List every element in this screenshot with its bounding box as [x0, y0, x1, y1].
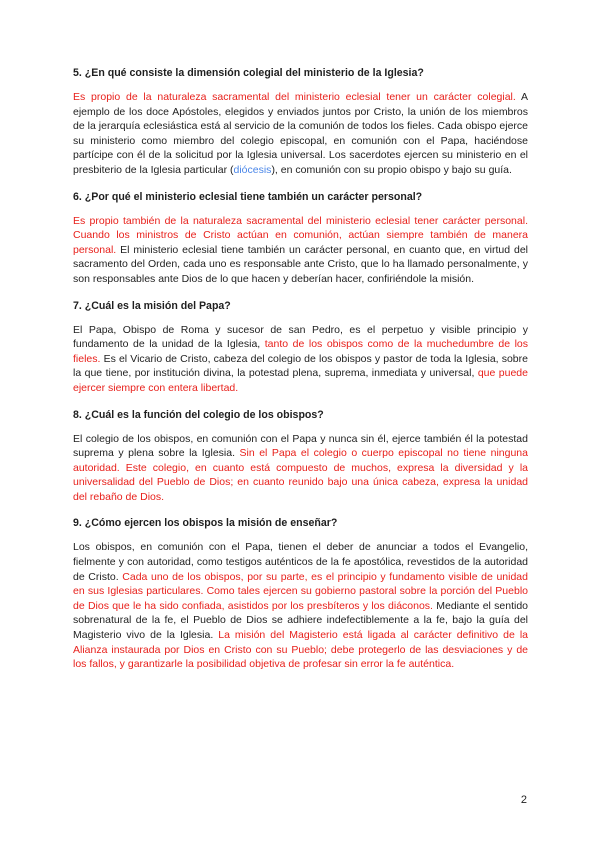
document-page — [73, 66, 528, 684]
section-heading: 6. ¿Por qué el ministerio eclesial tiene también un carácter personal? — [73, 190, 423, 203]
section-paragraph — [73, 323, 528, 396]
section-7 — [73, 299, 528, 396]
section-8 — [73, 408, 528, 505]
text-span: El Papa, Obispo de Roma y sucesor de san Pedro, es el perpetuo y visible principio y fundamento de la unidad de la Iglesia, — [73, 323, 528, 351]
text-span: El colegio de los obispos, en comunión con el Papa y nunca sin él, ejerce también él la potestad suprema y plena sobre la Iglesia. — [73, 432, 528, 460]
link-diocesis[interactable]: diócesis — [233, 163, 272, 176]
section-heading: 7. ¿Cuál es la misión del Papa? — [73, 299, 231, 312]
section-heading: 5. ¿En qué consiste la dimensión colegial del ministerio de la Iglesia? — [73, 67, 424, 79]
text-span: Cada uno de los obispos, por su parte, es el principio y fundamento visible de unidad en sus Iglesias particulares. Como tales ejercen su gobierno pastoral sobre la porción del Pueblo de Dios que le ha sido confiada, asistidos por los presbíteros y los diáconos. — [73, 570, 528, 612]
section-heading: 8. ¿Cuál es la función del colegio de los obispos? — [73, 408, 324, 421]
text-span: tanto de los obispos como de la muchedumbre de los fieles. — [73, 338, 528, 365]
section-paragraph — [73, 540, 528, 671]
text-span: ), en comunión con su propio obispo y bajo su guía. — [271, 163, 512, 176]
section-6 — [73, 190, 528, 287]
text-span: El ministerio eclesial tiene también un carácter personal, en cuanto que, en virtud del sacramento del Orden, cada uno es responsable ante Cristo, que lo ha llamado personalmente, y son responsables ante Dios de lo que hacen y deberían hacer, confiriéndole la misión. — [73, 243, 528, 285]
page-number: 2 — [520, 794, 527, 806]
text-span: A ejemplo de los doce Apóstoles, elegidos y enviados juntos por Cristo, la unión de los miembros de la jerarquía eclesiástica está al servicio de la comunión de todos los fieles. Cada obispo ejerce su ministerio como miembro del colegio episcopal, en comunión con el Papa, haciéndose partícipe con él de la solicitud por la Iglesia universal. Los sacerdotes ejercen su ministerio en el presbiterio de la Iglesia particular ( — [73, 91, 529, 176]
text-span: La misión del Magisterio está ligada al carácter definitivo de la Alianza instaurada por Dios en Cristo con su Pueblo; debe protegerlo de las desviaciones y de los fallos, y garantizarle la posibilidad objetiva de profesar sin error la fe auténtica. — [73, 629, 528, 671]
section-5 — [73, 66, 528, 178]
text-span: Mediante el sentido sobrenatural de la fe, el Pueblo de Dios se adhiere indefectiblemente a la fe, bajo la guía del Magisterio vivo de la Iglesia. — [73, 599, 529, 642]
text-span: Es propio de la naturaleza sacramental del ministerio eclesial tener un carácter colegial. — [73, 91, 516, 103]
section-paragraph — [73, 90, 528, 178]
text-span: que puede ejercer siempre con entera libertad. — [73, 367, 528, 394]
text-span: Es el Vicario de Cristo, cabeza del colegio de los obispos y pastor de toda la Iglesia, sobre la que tiene, por institución divina, la potestad plena, suprema, inmediata y universal, — [73, 352, 528, 380]
text-span: Sin el Papa el colegio o cuerpo episcopal no tiene ninguna autoridad. Este colegio, en cuanto está compuesto de muchos, expresa la diversidad y la universalidad del Pueblo de Dios; en cuanto reunido bajo una única cabeza, expresa la unidad del rebaño de Dios. — [73, 447, 528, 503]
section-9 — [73, 516, 528, 671]
text-span: Es propio también de la naturaleza sacramental del ministerio eclesial tener carácter personal. Cuando los ministros de Cristo actúan en comunión, actúan siempre también de manera personal. — [73, 214, 528, 256]
section-heading: 9. ¿Cómo ejercen los obispos la misión de enseñar? — [73, 517, 338, 530]
section-paragraph — [73, 432, 528, 505]
section-paragraph — [73, 214, 528, 287]
text-span: Los obispos, en comunión con el Papa, tienen el deber de anunciar a todos el Evangelio, fielmente y con autoridad, como testigos auténticos de la fe apostólica, revestidos de la autoridad de Cristo. — [73, 541, 528, 583]
